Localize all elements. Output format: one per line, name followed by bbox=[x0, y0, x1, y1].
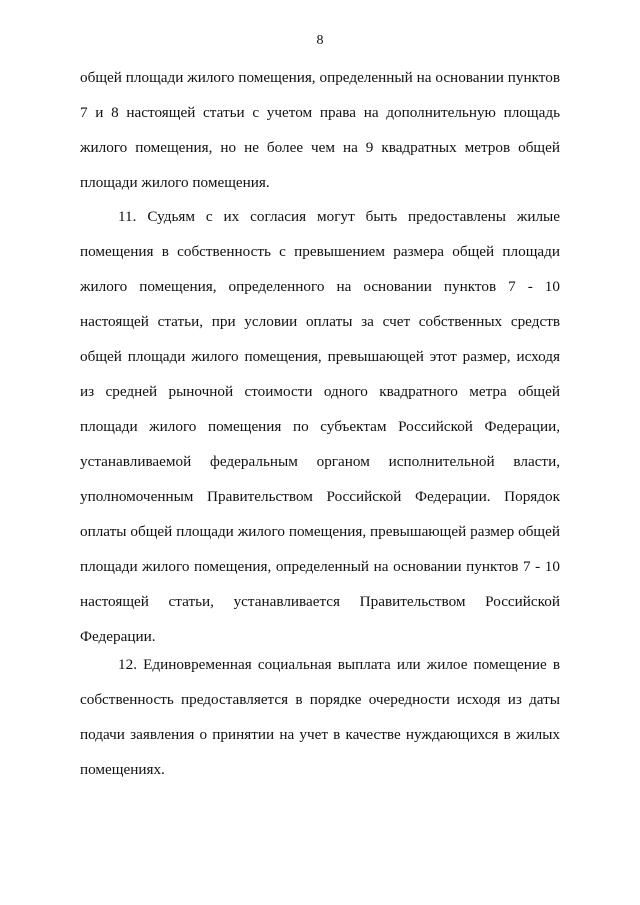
text-line: помещениях. bbox=[80, 761, 165, 778]
paragraph-12 bbox=[80, 647, 560, 787]
text-line: настоящей статьи, при условии оплаты за счет собственных средств bbox=[80, 313, 560, 330]
text-line: уполномоченным Правительством Российской Федерации. Порядок bbox=[80, 488, 560, 505]
text-line: из средней рыночной стоимости одного квадратного метра общей bbox=[80, 383, 560, 400]
text-line: жилого помещения, но не более чем на 9 квадратных метров общей bbox=[80, 139, 560, 156]
paragraph-continuation bbox=[80, 60, 560, 200]
page-number: 8 bbox=[316, 33, 324, 48]
text-line: собственность предоставляется в порядке очередности исходя из даты bbox=[80, 691, 560, 708]
text-line: площади жилого помещения по субъектам Российской Федерации, bbox=[80, 418, 560, 435]
text-line: Федерации. bbox=[80, 628, 156, 645]
text-line: 7 и 8 настоящей статьи с учетом права на дополнительную площадь bbox=[80, 104, 560, 121]
text-line: общей площади жилого помещения, превышающей этот размер, исходя bbox=[80, 348, 560, 365]
text-line: 11. Судьям с их согласия могут быть предоставлены жилые bbox=[118, 208, 560, 225]
paragraph-11 bbox=[80, 199, 560, 654]
text-line: помещения в собственность с превышением размера общей площади bbox=[80, 243, 560, 260]
text-line: площади жилого помещения, определенный на основании пунктов 7 - 10 bbox=[80, 558, 560, 575]
text-line: площади жилого помещения. bbox=[80, 174, 270, 191]
text-line: жилого помещения, определенного на основании пунктов 7 - 10 bbox=[80, 278, 560, 295]
text-line: устанавливаемой федеральным органом исполнительной власти, bbox=[80, 453, 560, 470]
text-line: подачи заявления о принятии на учет в качестве нуждающихся в жилых bbox=[80, 726, 560, 743]
text-line: оплаты общей площади жилого помещения, превышающей размер общей bbox=[80, 523, 560, 540]
text-line: настоящей статьи, устанавливается Правительством Российской bbox=[80, 593, 560, 610]
text-line: 12. Единовременная социальная выплата или жилое помещение в bbox=[118, 656, 560, 673]
text-line: общей площади жилого помещения, определенный на основании пунктов bbox=[80, 69, 560, 86]
